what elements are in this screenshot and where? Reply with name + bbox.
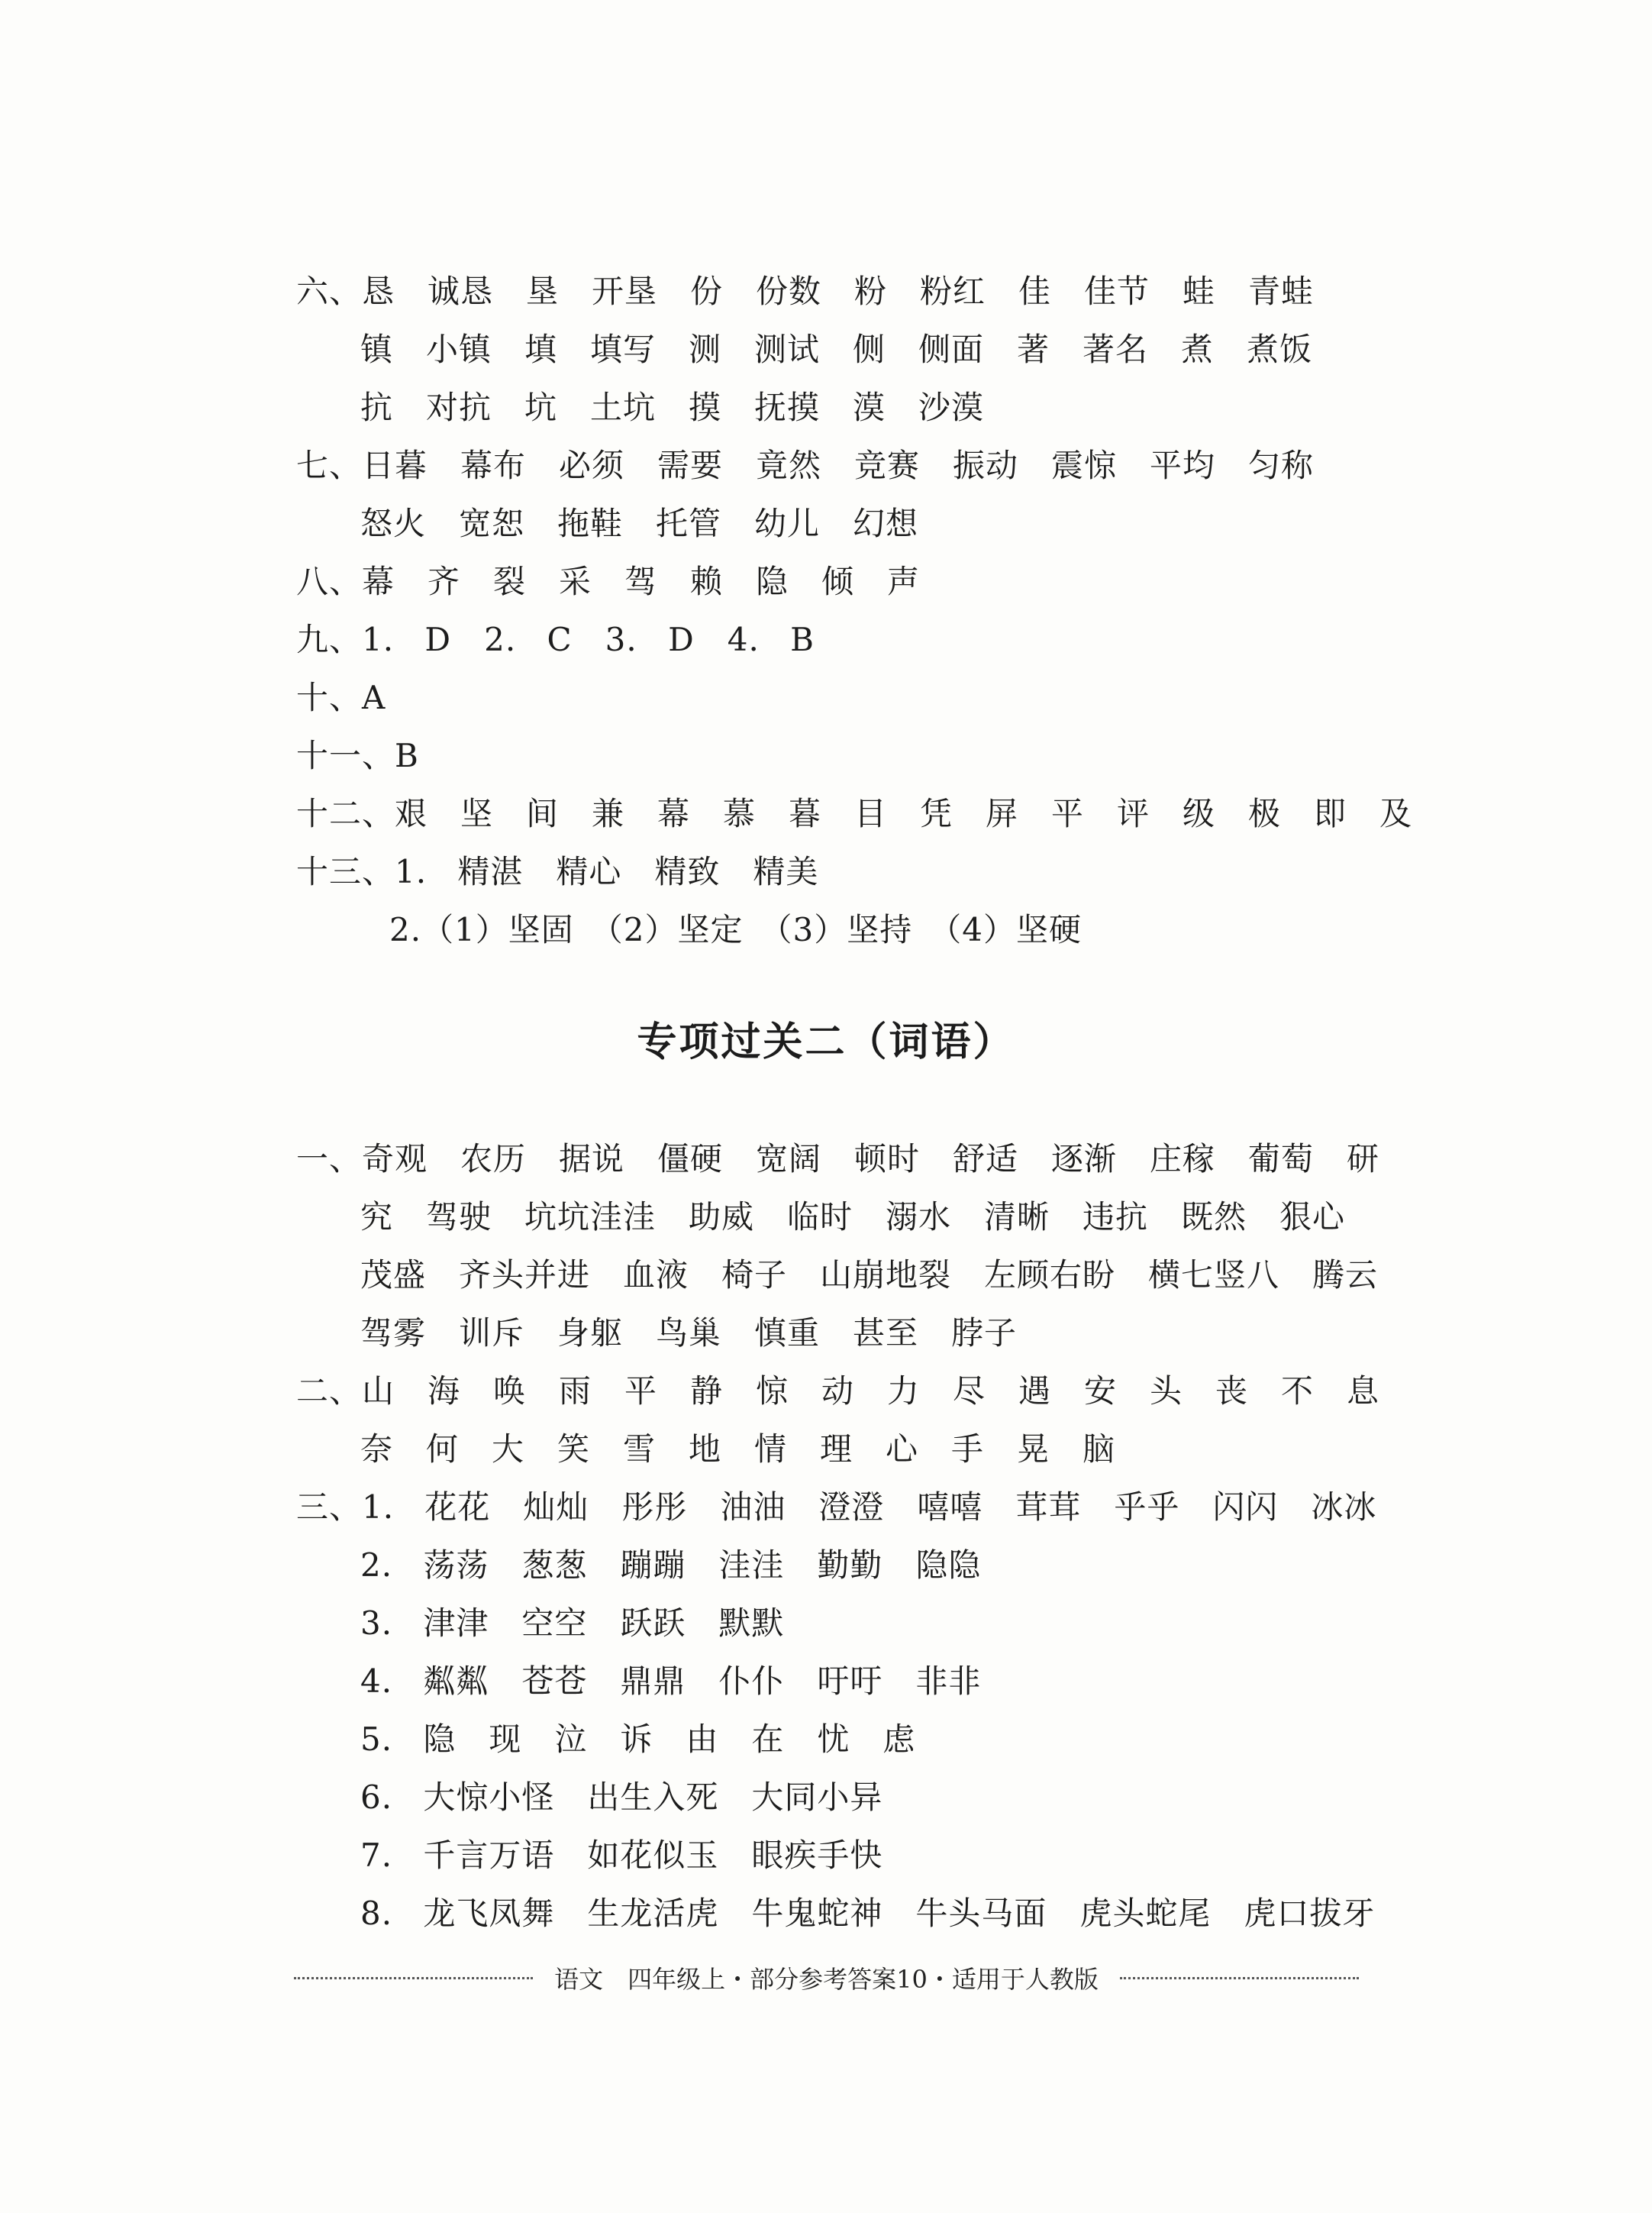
section-line-3-sub: 4. 粼粼 苍苍 鼎鼎 仆仆 吁吁 非非 [360,1662,982,1700]
section-title: 专项过关二（词语） [637,1019,1015,1065]
section-line-3-sub: 8. 龙飞凤舞 生龙活虎 牛鬼蛇神 牛头马面 虎头蛇尾 虎口拔牙 [360,1895,1376,1932]
answer-line-6-cont: 镇 小镇 填 填写 测 测试 侧 侧面 著 著名 煮 煮饭 [360,331,1313,368]
answer-line-9: 九、1. D 2. C 3. D 4. B [296,621,815,658]
answer-line-12: 十二、艰 坚 间 兼 幕 慕 暮 目 凭 屏 平 评 级 极 即 及 [296,795,1413,832]
section-line-1-cont: 究 驾驶 坑坑洼洼 助威 临时 溺水 清晰 违抗 既然 狠心 [360,1198,1346,1236]
answer-line-6: 六、恳 诚恳 垦 开垦 份 份数 粉 粉红 佳 佳节 蛙 青蛙 [296,273,1315,310]
section-line-3-sub: 2. 荡荡 葱葱 蹦蹦 洼洼 勤勤 隐隐 [360,1546,982,1584]
section-line-2: 二、山 海 唤 雨 平 静 惊 动 力 尽 遇 安 头 丧 不 息 [296,1372,1380,1410]
answer-line-13: 十三、1. 精湛 精心 精致 精美 [296,853,819,890]
section-line-1-cont: 茂盛 齐头并进 血液 椅子 山崩地裂 左顾右盼 横七竖八 腾云 [360,1256,1379,1294]
page-footer [294,1959,1359,1997]
section-line-3-sub: 6. 大惊小怪 出生入死 大同小异 [360,1778,883,1816]
answer-line-11: 十一、B [296,737,419,774]
footer-divider-left [294,1977,533,1979]
section-line-3-sub: 7. 千言万语 如花似玉 眼疾手快 [360,1837,883,1874]
section-line-1: 一、奇观 农历 据说 僵硬 宽阔 顿时 舒适 逐渐 庄稼 葡萄 研 [296,1140,1380,1178]
section-line-1-cont: 驾雾 训斥 身躯 鸟巢 慎重 甚至 脖子 [360,1314,1018,1352]
section-line-3: 三、1. 花花 灿灿 彤彤 油油 澄澄 嘻嘻 茸茸 乎乎 闪闪 冰冰 [296,1488,1377,1526]
section-line-3-sub: 3. 津津 空空 跃跃 默默 [360,1604,785,1642]
answer-line-6-cont: 抗 对抗 坑 土坑 摸 抚摸 漠 沙漠 [360,389,985,426]
answer-line-10: 十、A [296,679,386,716]
section-line-3-sub: 5. 隐 现 泣 诉 由 在 忧 虑 [360,1720,916,1758]
answer-line-8: 八、幕 齐 裂 采 驾 赖 隐 倾 声 [296,563,921,600]
footer-text: 语文 四年级上・部分参考答案10・适用于人教版 [554,1965,1099,1994]
footer-divider-right [1120,1977,1359,1979]
answer-line-7: 七、日暮 幕布 必须 需要 竟然 竞赛 振动 震惊 平均 匀称 [296,447,1315,484]
answer-line-7-cont: 怒火 宽恕 拖鞋 托管 幼儿 幻想 [360,505,919,542]
answer-line-13-sub: 2.（1）坚固 （2）坚定 （3）坚持 （4）坚硬 [389,911,1082,948]
section-line-2-cont: 奈 何 大 笑 雪 地 情 理 心 手 晃 脑 [360,1430,1116,1468]
